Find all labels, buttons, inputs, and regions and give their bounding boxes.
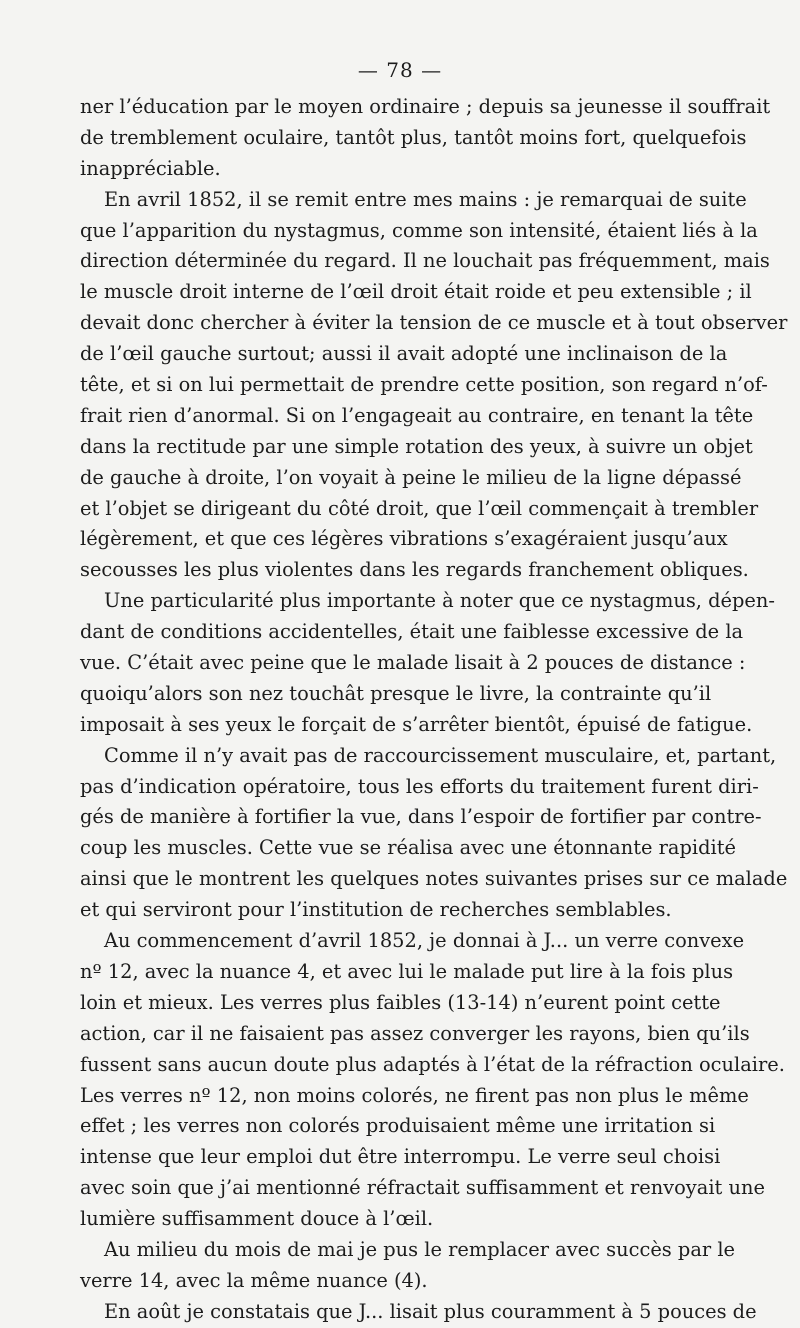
text-line: action, car il ne faisaient pas assez converger les rayons, bien qu’ils bbox=[80, 1021, 750, 1045]
text-line: En avril 1852, il se remit entre mes mains : je remarquai de suite bbox=[104, 187, 747, 211]
text-line: coup les muscles. Cette vue se réalisa avec une étonnante rapidité bbox=[80, 836, 736, 860]
text-line: direction déterminée du regard. Il ne louchait pas fréquemment, mais bbox=[80, 249, 770, 273]
text-line: Au commencement d’avril 1852, je donnai à J... un verre convexe bbox=[104, 929, 745, 953]
text-line: et qui serviront pour l’institution de recherches semblables. bbox=[80, 898, 672, 922]
text-line: le muscle droit interne de l’œil droit était roide et peu extensible ; il bbox=[80, 280, 752, 304]
text-line: quoiqu’alors son nez touchât presque le livre, la contrainte qu’il bbox=[80, 681, 712, 705]
text-line: Une particularité plus importante à noter que ce nystagmus, dépen- bbox=[104, 589, 775, 613]
text-line: gés de manière à fortifier la vue, dans l’espoir de fortifier par contre- bbox=[80, 805, 762, 829]
text-line: de tremblement oculaire, tantôt plus, tantôt moins fort, quelquefois bbox=[80, 125, 747, 149]
text-line: Les verres nº 12, non moins colorés, ne firent pas non plus le même bbox=[80, 1083, 749, 1107]
text-line: secousses les plus violentes dans les regards franchement obliques. bbox=[80, 558, 749, 582]
text-line: lumière suffisamment douce à l’œil. bbox=[80, 1207, 434, 1231]
text-line: fussent sans aucun doute plus adaptés à l’état de la réfraction oculaire. bbox=[80, 1052, 785, 1076]
page-number: — 78 — bbox=[357, 58, 443, 82]
text-line: nº 12, avec la nuance 4, et avec lui le malade put lire à la fois plus bbox=[80, 959, 734, 983]
text-line: de l’œil gauche surtout; aussi il avait adopté une inclinaison de la bbox=[80, 342, 728, 366]
text-line: intense que leur emploi dut être interrompu. Le verre seul choisi bbox=[80, 1145, 721, 1169]
text-line: avec soin que j’ai mentionné réfractait suffisamment et renvoyait une bbox=[80, 1176, 765, 1200]
text-line: légèrement, et que ces légères vibrations s’exagéraient jusqu’aux bbox=[80, 527, 728, 551]
text-line: dant de conditions accidentelles, était une faiblesse excessive de la bbox=[80, 620, 744, 644]
text-line: effet ; les verres non colorés produisaient même une irritation si bbox=[80, 1114, 716, 1138]
text-line: devait donc chercher à éviter la tension de ce muscle et à tout observer bbox=[80, 311, 788, 335]
text-line: et l’objet se dirigeant du côté droit, que l’œil commençait à trembler bbox=[80, 496, 759, 520]
text-line: ner l’éducation par le moyen ordinaire ; depuis sa jeunesse il souffrait bbox=[80, 95, 771, 118]
text-line: ainsi que le montrent les quelques notes suivantes prises sur ce malade bbox=[80, 867, 788, 891]
text-line: imposait à ses yeux le forçait de s’arrêter bientôt, épuisé de fatigue. bbox=[80, 712, 753, 736]
text-line: dans la rectitude par une simple rotation des yeux, à suivre un objet bbox=[80, 434, 753, 458]
text-line: inappréciable. bbox=[80, 156, 221, 180]
text-line: de gauche à droite, l’on voyait à peine le milieu de la ligne dépassé bbox=[80, 465, 742, 489]
body-text bbox=[80, 92, 788, 1328]
text-line: Au milieu du mois de mai je pus le remplacer avec succès par le bbox=[104, 1237, 736, 1261]
text-line: Comme il n’y avait pas de raccourcissement musculaire, et, partant, bbox=[104, 743, 777, 767]
text-line: verre 14, avec la même nuance (4). bbox=[80, 1268, 428, 1292]
text-line: frait rien d’anormal. Si on l’engageait au contraire, en tenant la tête bbox=[80, 403, 754, 427]
text-line: En août je constatais que J... lisait plus couramment à 5 pouces de bbox=[104, 1299, 757, 1323]
text-line: tête, et si on lui permettait de prendre cette position, son regard n’of- bbox=[80, 373, 768, 397]
text-line: vue. C’était avec peine que le malade lisait à 2 pouces de distance : bbox=[80, 651, 746, 675]
text-line: loin et mieux. Les verres plus faibles (13-14) n’eurent point cette bbox=[80, 990, 721, 1014]
text-line: pas d’indication opératoire, tous les efforts du traitement furent diri- bbox=[80, 774, 759, 798]
text-line: que l’apparition du nystagmus, comme son intensité, étaient liés à la bbox=[80, 218, 758, 242]
